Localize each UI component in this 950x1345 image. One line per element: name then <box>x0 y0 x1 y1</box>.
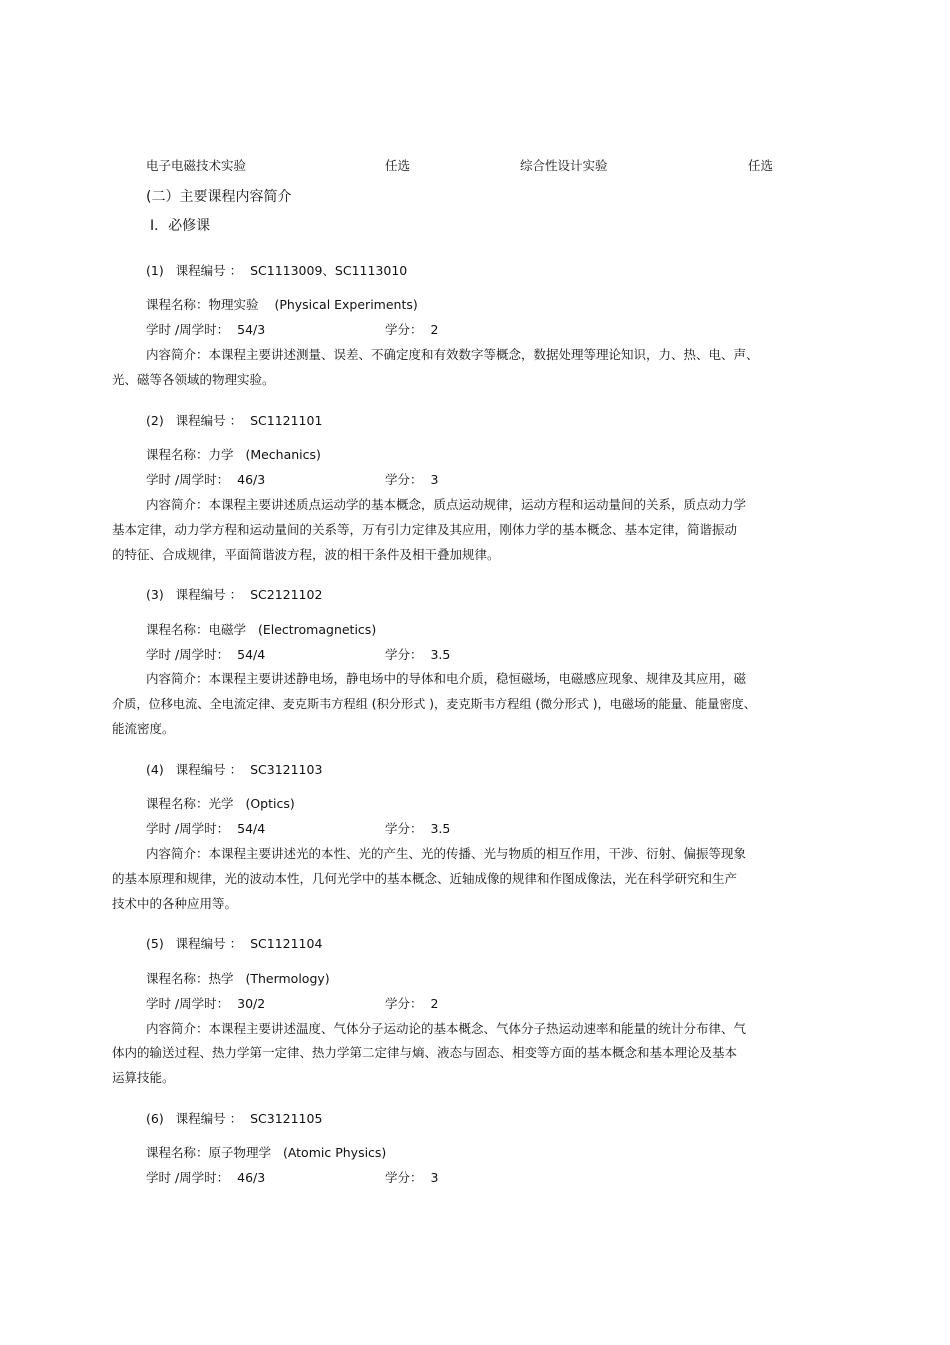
course-4-credit: 学分： 3.5 <box>385 821 451 836</box>
course-5-desc-1: 内容简介：本课程主要讲述温度、气体分子运动论的基本概念、气体分子热运动速率和能量的统计分布律、气 <box>146 1021 747 1036</box>
course-1-hours-line: 学时 /周学时： 54/3 <box>146 322 266 337</box>
course-code: SC1113009、SC1113010 <box>250 263 408 278</box>
course-code: SC3121103 <box>250 762 323 777</box>
course-3-hours-line: 学时 /周学时： 54/4 <box>146 647 266 662</box>
course-1-desc-2: 光、磁等各领域的物理实验。 <box>112 372 275 387</box>
course-5-name-line: 课程名称：热学 (Thermology) <box>146 971 330 986</box>
course-1-desc-1: 内容简介：本课程主要讲述测量、误差、不确定度和有效数字等概念，数据处理等理论知识，力、热、电、声、 <box>146 347 759 362</box>
course-5-desc-2: 体内的输送过程、热力学第一定律、热力学第二定律与熵、液态与固态、相变等方面的基本概念和基本理论及基本 <box>112 1045 738 1060</box>
course-2-credit: 学分： 3 <box>385 472 439 487</box>
course-5-hours-line: 学时 /周学时： 30/2 <box>146 996 266 1011</box>
course-4-code-line: (4) 课程编号 ： SC3121103 <box>146 762 323 777</box>
course-2-desc-3: 的特征、合成规律，平面简谐波方程，波的相干条件及相干叠加规律。 <box>112 547 500 562</box>
course-6-name-line: 课程名称：原子物理学 (Atomic Physics) <box>146 1145 387 1160</box>
course-code: SC1121101 <box>250 413 323 428</box>
course-1-credit: 学分： 2 <box>385 322 439 337</box>
course-2-name-line: 课程名称：力学 (Mechanics) <box>146 447 321 462</box>
course-4-desc-3: 技术中的各种应用等。 <box>112 896 238 911</box>
course-code: SC2121102 <box>250 587 323 602</box>
course-2-hours-line: 学时 /周学时： 46/3 <box>146 472 266 487</box>
course-3-desc-3: 能流密度。 <box>112 721 175 736</box>
course-2-code-line: (2) 课程编号 ： SC1121101 <box>146 413 323 428</box>
course-6-code-line: (6) 课程编号 ： SC3121105 <box>146 1111 323 1126</box>
course-6-credit: 学分： 3 <box>385 1170 439 1185</box>
course-3-code-line: (3) 课程编号 ： SC2121102 <box>146 587 323 602</box>
course-4-name-line: 课程名称：光学 (Optics) <box>146 796 295 811</box>
top-row-item-2: 任选 <box>385 158 411 173</box>
course-3-credit: 学分： 3.5 <box>385 647 451 662</box>
course-3-desc-2: 介质，位移电流、全电流定律、麦克斯韦方程组 (积分形式 )，麦克斯韦方程组 (微分形式 )，电磁场的能量、能量密度、 <box>112 697 756 711</box>
course-5-desc-3: 运算技能。 <box>112 1070 175 1085</box>
course-5-credit: 学分： 2 <box>385 996 439 1011</box>
top-row-item-3: 综合性设计实验 <box>520 158 608 173</box>
course-5-code-line: (5) 课程编号 ： SC1121104 <box>146 936 323 951</box>
course-2-desc-1: 内容简介：本课程主要讲述质点运动学的基本概念，质点运动规律，运动方程和运动量间的关系，质点动力学 <box>146 497 747 512</box>
course-4-desc-2: 的基本原理和规律，光的波动本性，几何光学中的基本概念、近轴成像的规律和作图成像法，光在科学研究和生产 <box>112 871 738 886</box>
course-2-desc-2: 基本定律，动力学方程和运动量间的关系等，万有引力定律及其应用，刚体力学的基本概念、基本定律，简谐振动 <box>112 522 738 537</box>
course-code: SC1121104 <box>250 936 323 951</box>
top-row-item-1: 电子电磁技术实验 <box>146 158 247 173</box>
course-4-desc-1: 内容简介：本课程主要讲述光的本性、光的产生、光的传播、光与物质的相互作用，干涉、衍射、偏振等现象 <box>146 846 747 861</box>
subsection-title: Ⅰ．必修课 <box>150 218 211 234</box>
course-6-hours-line: 学时 /周学时： 46/3 <box>146 1170 266 1185</box>
course-1-name-line: 课程名称：物理实验 (Physical Experiments) <box>146 297 418 312</box>
top-row-item-4: 任选 <box>748 158 774 173</box>
course-1-code-line: (1) 课程编号 ： SC1113009、SC1113010 <box>146 263 408 278</box>
section-title: (二）主要课程内容简介 <box>146 189 292 205</box>
course-4-hours-line: 学时 /周学时： 54/4 <box>146 821 266 836</box>
course-3-name-line: 课程名称：电磁学 (Electromagnetics) <box>146 622 377 637</box>
course-code: SC3121105 <box>250 1111 323 1126</box>
course-3-desc-1: 内容简介：本课程主要讲述静电场，静电场中的导体和电介质，稳恒磁场，电磁感应现象、规律及其应用，磁 <box>146 671 747 686</box>
